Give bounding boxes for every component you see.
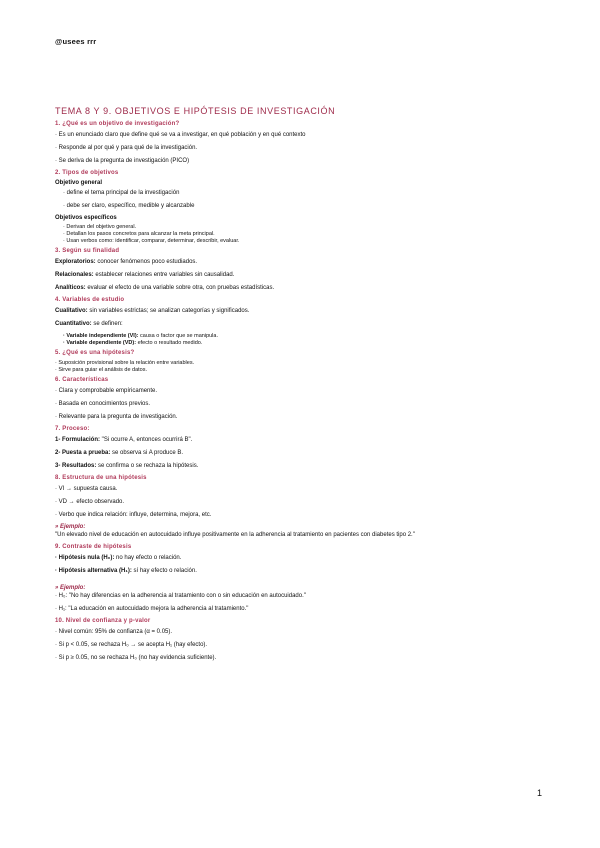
list-item: · Responde al por qué y para qué de la investigación. bbox=[55, 145, 198, 151]
item-label: Cualitativo: bbox=[55, 308, 88, 314]
list-item: · Clara y comprobable empíricamente. bbox=[55, 388, 158, 394]
section-heading-6: 6. Características bbox=[55, 377, 109, 383]
item-label: · Hipótesis nula (H₀): bbox=[55, 555, 115, 561]
list-item: · Suposición provisional sobre la relación entre variables. bbox=[55, 360, 195, 366]
item-label: Relacionales: bbox=[55, 272, 94, 278]
subheading-general: Objetivo general bbox=[55, 180, 103, 186]
item-text: se confirma o se rechaza la hipótesis. bbox=[96, 463, 199, 469]
section-heading-7: 7. Proceso: bbox=[55, 426, 90, 432]
page-title: TEMA 8 Y 9. OBJETIVOS E HIPÓTESIS DE INVESTIGACIÓN bbox=[55, 106, 336, 116]
item-label: · Variable independiente (VI): bbox=[63, 333, 139, 339]
item-label: · Variable dependiente (VD): bbox=[63, 340, 137, 346]
list-item bbox=[55, 271, 555, 279]
list-item bbox=[55, 320, 555, 328]
list-item bbox=[55, 284, 555, 292]
item-label: Exploratorios: bbox=[55, 259, 96, 265]
list-item: · Relevante para la pregunta de investigación. bbox=[55, 414, 178, 420]
list-item bbox=[55, 307, 555, 315]
list-item: · H₁: "La educación en autocuidado mejora la adherencia al tratamiento." bbox=[55, 606, 249, 612]
list-item: · Se deriva de la pregunta de investigación (PICO) bbox=[55, 158, 190, 164]
item-text: "Si ocurre A, entonces ocurrirá B". bbox=[100, 437, 193, 443]
document-header: @usees rrr bbox=[55, 37, 97, 46]
item-text: establecer relaciones entre variables sin causalidad. bbox=[93, 272, 235, 278]
list-item bbox=[55, 258, 555, 266]
list-item: · H₀: "No hay diferencias en la adherencia al tratamiento con o sin educación en autocuidado." bbox=[55, 593, 306, 599]
list-item: · Detallan los pasos concretos para alcanzar la meta principal. bbox=[63, 231, 215, 237]
section-heading-5: 5. ¿Qué es una hipótesis? bbox=[55, 350, 135, 356]
list-item: · VI → supuesta causa. bbox=[55, 486, 118, 492]
list-item bbox=[55, 436, 555, 444]
list-item: · Si p ≥ 0.05, no se rechaza H₀ (no hay evidencia suficiente). bbox=[55, 655, 217, 661]
list-item: · Derivan del objetivo general. bbox=[63, 224, 137, 230]
section-heading-3: 3. Según su finalidad bbox=[55, 248, 120, 254]
section-heading-9: 9. Contraste de hipótesis bbox=[55, 544, 132, 550]
item-text: conocer fenómenos poco estudiados. bbox=[95, 259, 198, 265]
example-label: » Ejemplo: bbox=[55, 524, 86, 530]
list-item: · Basada en conocimientos previos. bbox=[55, 401, 151, 407]
example-label: » Ejemplo: bbox=[55, 585, 86, 591]
item-text: causa o factor que se manipula. bbox=[138, 333, 218, 339]
list-item bbox=[55, 554, 555, 562]
list-item bbox=[55, 340, 555, 347]
item-text: sí hay efecto o relación. bbox=[131, 568, 197, 574]
item-text: se definen: bbox=[91, 321, 123, 327]
subheading-specific: Objetivos específicos bbox=[55, 215, 117, 221]
item-text: evaluar el efecto de una variable sobre otra, con pruebas estadísticas. bbox=[85, 285, 275, 291]
list-item bbox=[55, 567, 555, 575]
list-item: · Verbo que indica relación: influye, determina, mejora, etc. bbox=[55, 512, 212, 518]
section-heading-8: 8. Estructura de una hipótesis bbox=[55, 475, 147, 481]
item-label: Cuantitativo: bbox=[55, 321, 92, 327]
item-label: 1- Formulación: bbox=[55, 437, 101, 443]
list-item: · VD → efecto observado. bbox=[55, 499, 125, 505]
section-heading-10: 10. Nivel de confianza y p-valor bbox=[55, 618, 151, 624]
example-text: "Un elevado nivel de educación en autocuidado influye positivamente en la adherencia al tratamiento en pacientes con diabetes tipo 2." bbox=[55, 532, 415, 538]
list-item: · Nivel común: 95% de confianza (α = 0.05). bbox=[55, 629, 173, 635]
item-text: sin variables estrictas; se analizan categorías y significados. bbox=[87, 308, 250, 314]
document-body bbox=[55, 106, 555, 667]
item-label: Analíticos: bbox=[55, 285, 86, 291]
list-item: · debe ser claro, específico, medible y alcanzable bbox=[63, 203, 195, 209]
list-item: · Es un enunciado claro que define qué se va a investigar, en qué población y en qué contexto bbox=[55, 132, 306, 138]
list-item: · Usan verbos como: identificar, comparar, determinar, describir, evaluar. bbox=[63, 238, 240, 244]
item-text: se observa si A produce B. bbox=[110, 450, 184, 456]
item-text: no hay efecto o relación. bbox=[114, 555, 182, 561]
section-heading-4: 4. Variables de estudio bbox=[55, 297, 125, 303]
item-label: 2- Puesta a prueba: bbox=[55, 450, 111, 456]
item-label: · Hipótesis alternativa (H₁): bbox=[55, 568, 132, 574]
section-heading-2: 2. Tipos de objetivos bbox=[55, 170, 119, 176]
item-text: efecto o resultado medido. bbox=[136, 340, 203, 346]
list-item: · Si p < 0.05, se rechaza H₀ → se acepta H₁ (hay efecto). bbox=[55, 642, 208, 648]
list-item bbox=[55, 449, 555, 457]
list-item bbox=[55, 462, 555, 470]
section-heading-1: 1. ¿Qué es un objetivo de investigación? bbox=[55, 121, 180, 127]
list-item bbox=[55, 333, 555, 340]
list-item: · Sirve para guiar el análisis de datos. bbox=[55, 367, 148, 373]
list-item: · define el tema principal de la investigación bbox=[63, 190, 180, 196]
item-label: 3- Resultados: bbox=[55, 463, 97, 469]
page-number: 1 bbox=[537, 788, 543, 798]
